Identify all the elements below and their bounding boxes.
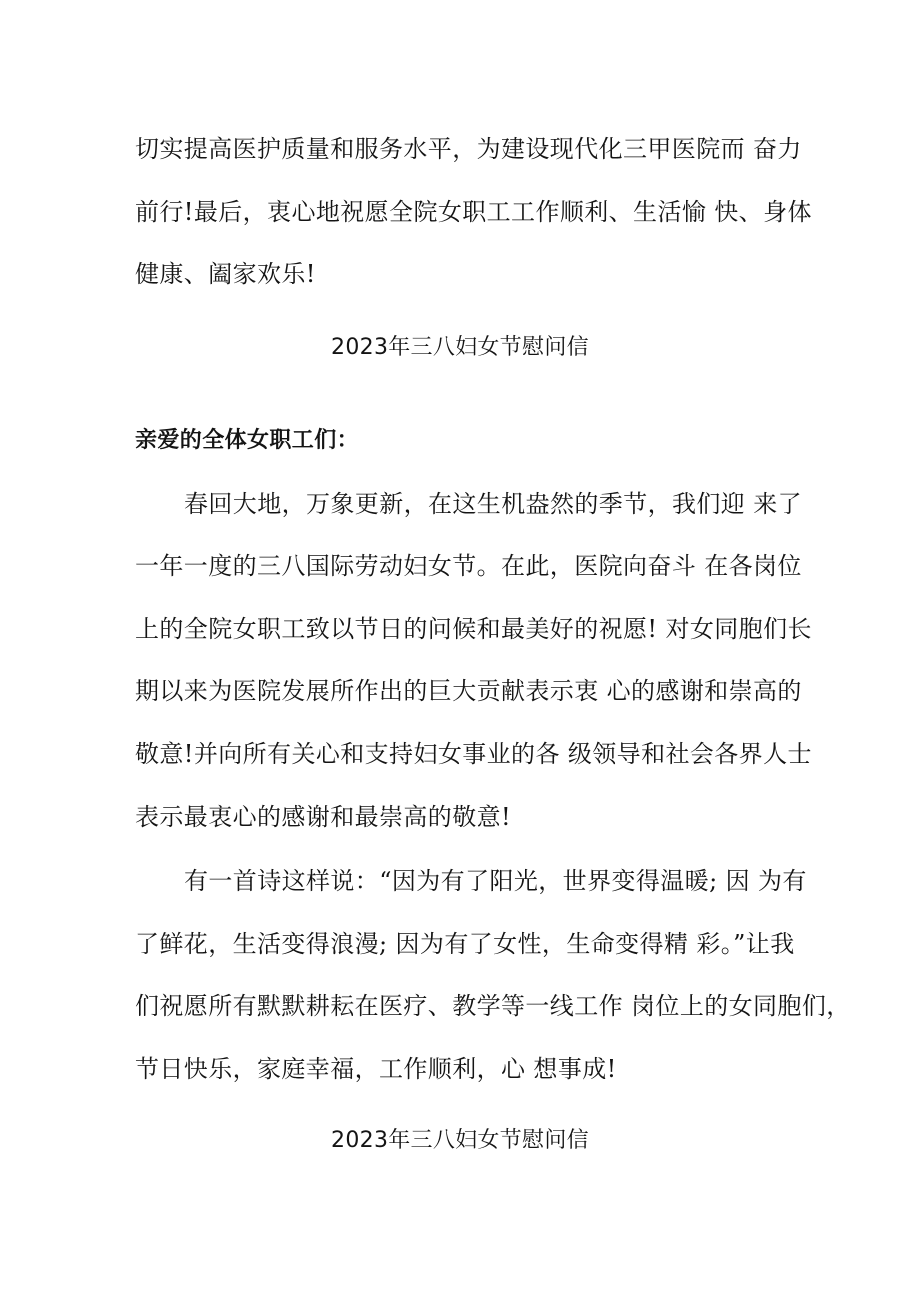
paragraph1-line-6: 表示最衷心的感谢和最崇高的敬意! <box>135 803 512 831</box>
paragraph1-line-2: 一年一度的三八国际劳动妇女节。在此，医院向奋斗 在各岗位 <box>135 552 802 580</box>
paragraph2-line-1: 有一首诗这样说：“因为有了阳光，世界变得温暖; 因 为有 <box>184 867 807 895</box>
paragraph1-line-5: 敬意!并向所有关心和支持妇女事业的各 级领导和社会各界人士 <box>135 740 812 768</box>
continuation-line-3: 健康、阖家欢乐! <box>135 260 316 288</box>
letter-title: 2023年三八妇女节慰问信 <box>331 335 589 360</box>
continuation-line-2: 前行!最后，衷心地祝愿全院女职工工作顺利、生活愉 快、身体 <box>135 198 812 226</box>
next-letter-title: 2023年三八妇女节慰问信 <box>331 1128 589 1153</box>
paragraph1-line-4: 期以来为医院发展所作出的巨大贡献表示衷 心的感谢和崇高的 <box>135 677 802 705</box>
paragraph2-line-3: 们祝愿所有默默耕耘在医疗、教学等一线工作 岗位上的女同胞们， <box>135 992 851 1020</box>
paragraph2-line-2: 了鲜花，生活变得浪漫; 因为有了女性，生命变得精 彩。”让我 <box>135 930 795 958</box>
paragraph1-line-1: 春回大地，万象更新，在这生机盎然的季节，我们迎 来了 <box>184 490 803 518</box>
paragraph1-line-3: 上的全院女职工致以节日的问候和最美好的祝愿! 对女同胞们长 <box>135 615 812 643</box>
paragraph2-line-4: 节日快乐，家庭幸福，工作顺利，心 想事成! <box>135 1055 617 1083</box>
continuation-line-1: 切实提高医护质量和服务水平，为建设现代化三甲医院而 奋力 <box>135 135 802 163</box>
letter-greeting: 亲爱的全体女职工们： <box>135 428 360 453</box>
